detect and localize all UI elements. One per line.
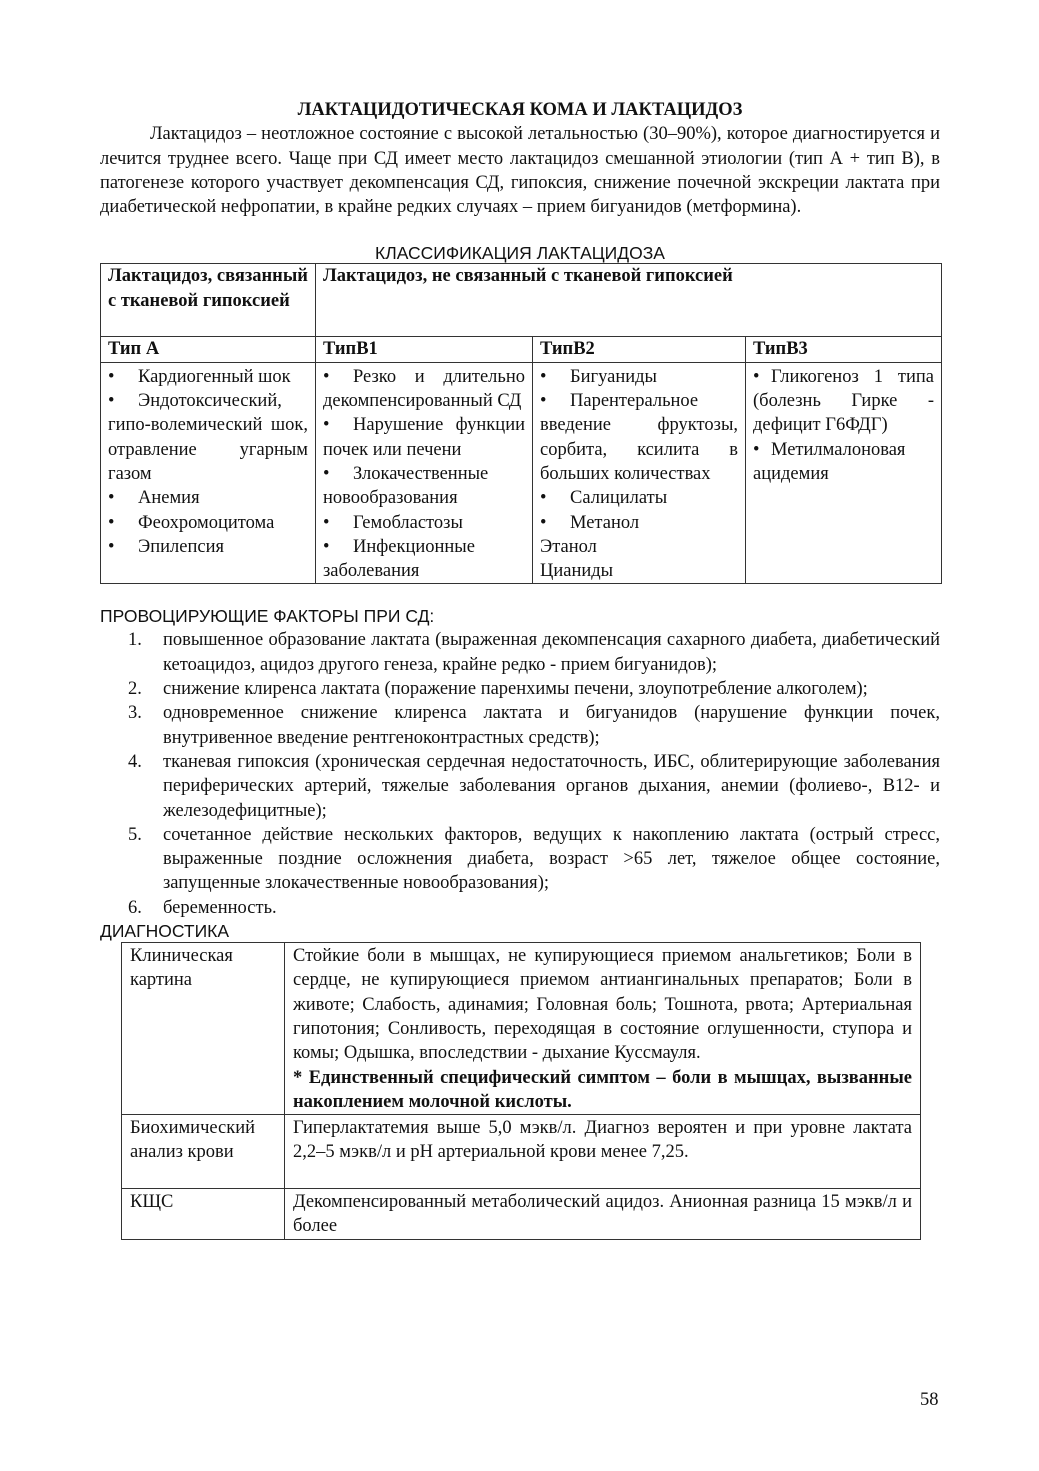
plain-item: Этанол (540, 536, 597, 557)
row-text: Декомпенсированный метаболический ацидоз. Анионная разница 15 мэкв/л и более (285, 1189, 921, 1240)
bullet-icon (323, 535, 353, 559)
row-label: Биохимический анализ крови (122, 1115, 285, 1189)
list-item-text: Метилмалоновая ацидемия (753, 439, 906, 484)
bullet-icon (323, 365, 353, 389)
list-item (100, 750, 940, 823)
bullet-icon (323, 511, 353, 535)
list-item (100, 677, 940, 701)
factors-list (100, 628, 940, 920)
list-item-text: Анемия (138, 488, 200, 509)
row-text: Гиперлактатемия выше 5,0 мэкв/л. Диагноз вероятен и при уровне лактата 2,2–5 мэкв/л и рН артериальной крови менее 7,25. (285, 1115, 921, 1189)
list-item-text: Злокачественные новообразования (323, 463, 489, 509)
list-item-text: Эндотоксический, гипо-волемический шок, отравление угарным газом (108, 391, 308, 484)
list-item (540, 365, 738, 389)
item-number: 2. (128, 679, 142, 700)
list-item (540, 389, 738, 486)
page-title: ЛАКТАЦИДОТИЧЕСКАЯ КОМА И ЛАКТАЦИДОЗ (297, 100, 743, 120)
item-text: беременность. (163, 897, 277, 918)
row-label: КЩС (122, 1189, 285, 1240)
list-item-text: Резко и длительно декомпенсированный СД (323, 366, 525, 412)
item-number: 5. (128, 824, 142, 845)
row-label: Клиническая картина (122, 943, 285, 1115)
list-item-text: Салицилаты (570, 488, 668, 509)
list-item-text: Бигуаниды (570, 366, 657, 387)
bullet-icon (540, 486, 570, 510)
type-a-header: Тип А (101, 337, 316, 362)
bullet-icon (540, 389, 570, 413)
list-item (108, 511, 308, 535)
list-item (323, 511, 525, 535)
bullet-icon (108, 389, 138, 413)
factors-heading: ПРОВОЦИРУЮЩИЕ ФАКТОРЫ ПРИ СД: (100, 606, 435, 627)
list-item (753, 438, 934, 487)
header-hypoxia: Лактацидоз, связанный с тканевой гипоксией (101, 264, 316, 337)
diagnostics-heading: ДИАГНОСТИКА (100, 921, 230, 942)
row-text (285, 943, 921, 1115)
table-row (122, 1189, 921, 1240)
item-number: 4. (128, 751, 142, 772)
type-a-cell (101, 362, 316, 584)
bullet-icon (753, 365, 771, 389)
list-item-text: Нарушение функции почек или печени (323, 415, 525, 460)
list-item-text: Кардиогенный шок (138, 366, 291, 387)
bullet-icon (108, 486, 138, 510)
table-row (122, 1115, 921, 1189)
list-item (100, 628, 940, 677)
list-item (100, 701, 940, 750)
table-row (122, 943, 921, 1115)
list-item (108, 535, 308, 559)
list-item (108, 486, 308, 510)
list-item (323, 413, 525, 462)
classification-caption: КЛАССИФИКАЦИЯ ЛАКТАЦИДОЗА (375, 243, 665, 264)
type-b3-cell (746, 362, 942, 584)
bullet-icon (753, 438, 771, 462)
type-b3-header: ТипВ3 (746, 337, 942, 362)
intro-paragraph: Лактацидоз – неотложное состояние с высокой летальностью (30–90%), которое диагностируется и лечится труднее всего. Чаще при СД имеет место лактацидоз смешанной этиологии (тип А + тип В), в патогенезе которого участвует декомпенсация СД, гипоксия, снижение почечной экскреции лактата при диабетической нефропатии, в крайне редких случаях – прием бигуанидов (метформина). (100, 124, 940, 218)
bullet-icon (108, 511, 138, 535)
list-item-text: Парентеральное введение фруктозы, сорбита, ксилита в больших количествах (540, 391, 738, 484)
list-item (323, 462, 525, 511)
bullet-icon (323, 413, 353, 437)
list-item (323, 535, 525, 584)
item-number: 1. (128, 630, 142, 651)
list-item (540, 511, 738, 535)
list-item (108, 365, 308, 389)
type-b2-cell (533, 362, 746, 584)
classification-table (100, 263, 942, 584)
type-b1-header: ТипВ1 (316, 337, 533, 362)
type-b2-header: ТипВ2 (533, 337, 746, 362)
bullet-icon (540, 511, 570, 535)
header-no-hypoxia: Лактацидоз, не связанный с тканевой гипоксией (316, 264, 942, 337)
item-text: тканевая гипоксия (хроническая сердечная недостаточность, ИБС, облитерирующие заболевания периферических артерий, тяжелые заболевания органов дыхания, анемии (фолиево-, В12- и железодефицитные); (163, 751, 940, 821)
list-item-text: Гликогеноз 1 типа (болезнь Гирке - дефицит Г6ФДГ) (753, 366, 935, 436)
bullet-icon (323, 462, 353, 486)
specific-symptom-note: * Единственный специфический симптом – боли в мышцах, вызванные накоплением молочной кислоты. (293, 1067, 912, 1112)
list-item-text: Инфекционные заболевания (323, 536, 475, 582)
list-item-text: Эпилепсия (138, 536, 224, 557)
item-number: 3. (128, 703, 142, 724)
list-item (108, 389, 308, 486)
plain-item: Цианиды (540, 561, 614, 582)
item-text: снижение клиренса лактата (поражение паренхимы печени, злоупотребление алкоголем); (163, 679, 868, 700)
list-item-text: Феохромоцитома (138, 512, 275, 533)
page-content (100, 98, 940, 1240)
item-text: одновременное снижение клиренса лактата и бигуанидов (нарушение функции почек, внутривенное введение рентгеноконтрастных средств); (163, 703, 940, 748)
list-item (540, 486, 738, 510)
diagnostics-table (121, 942, 921, 1240)
list-item (323, 365, 525, 414)
clinical-text: Стойкие боли в мышцах, не купирующиеся приемом анальгетиков; Боли в сердце, не купирующиеся приемом антиангинальных препаратов; Боли в животе; Слабость, адинамия; Головная боль; Тошнота, рвота; Артериальная гипотония; Сонливость, переходящая в состояние оглушенности, ступора и комы; Одышка, впоследствии - дыхание Куссмауля. (293, 946, 912, 1064)
list-item (753, 365, 934, 438)
list-item (100, 823, 940, 896)
bullet-icon (108, 535, 138, 559)
list-item-text: Гемобластозы (353, 512, 463, 533)
item-text: повышенное образование лактата (выраженная декомпенсация сахарного диабета, диабетический кетоацидоз, ацидоз другого генеза, крайне редко - прием бигуанидов); (163, 630, 940, 675)
item-number: 6. (128, 897, 142, 918)
page-number: 58 (920, 1390, 939, 1410)
list-item (100, 896, 940, 920)
item-text: сочетанное действие нескольких факторов, ведущих к накоплению лактата (острый стресс, выраженные поздние осложнения диабета, возраст >65 лет, тяжелое общее состояние, запущенные злокачественные новообразования); (163, 824, 940, 894)
type-b1-cell (316, 362, 533, 584)
bullet-icon (108, 365, 138, 389)
bullet-icon (540, 365, 570, 389)
list-item-text: Метанол (570, 512, 640, 533)
